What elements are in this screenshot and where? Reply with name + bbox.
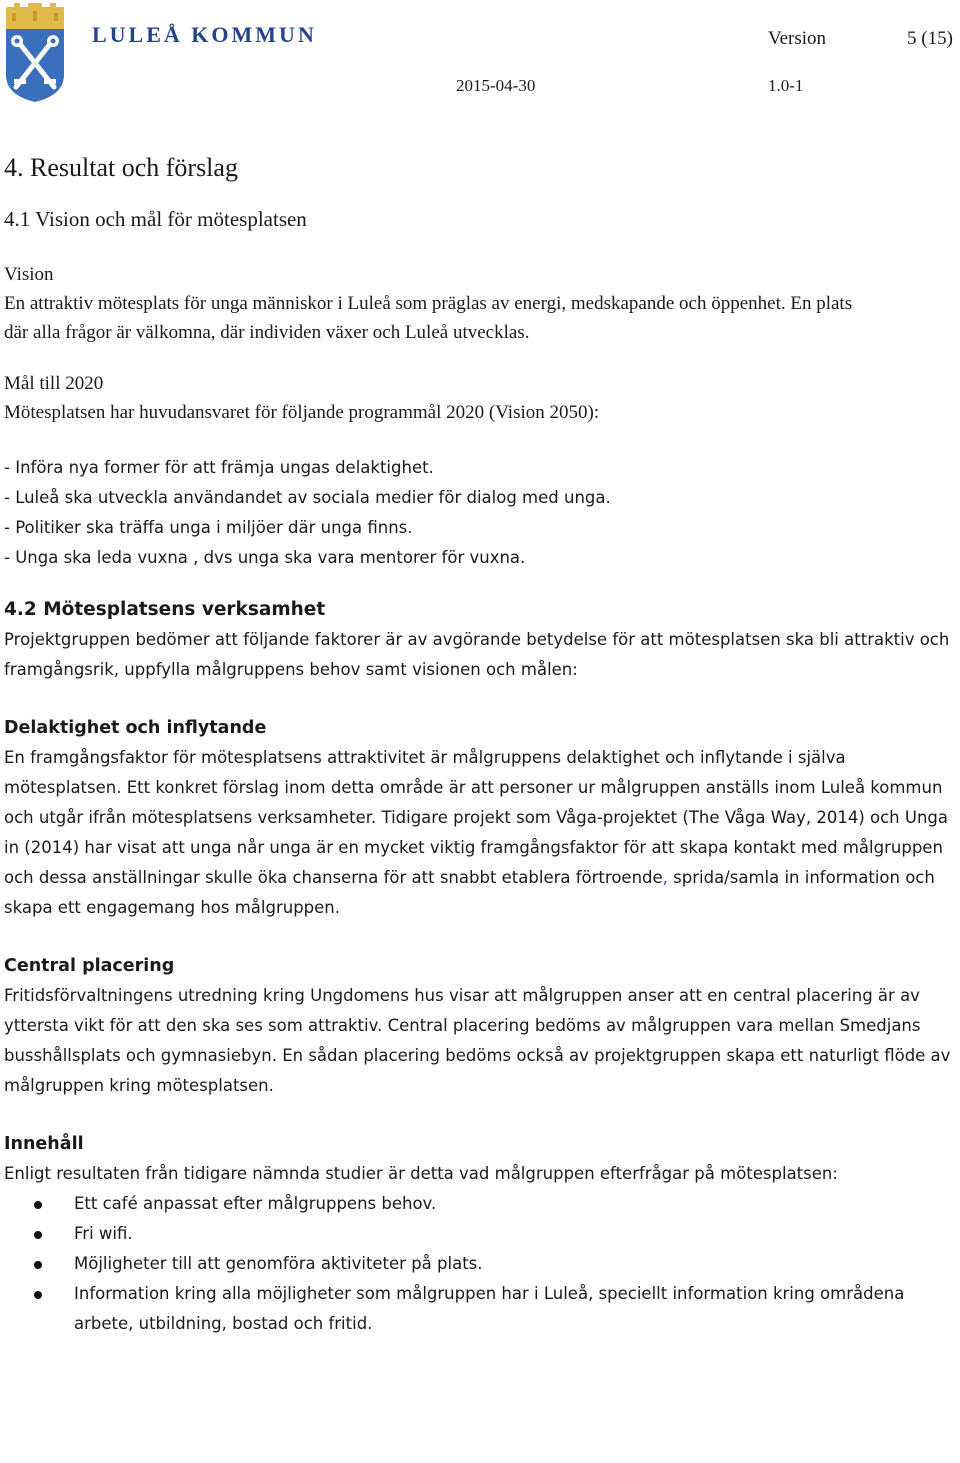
goal-item: - Införa nya former för att främja ungas delaktighet.: [4, 458, 434, 477]
goals-intro: Mötesplatsen har huvudansvaret för följande programmål 2020 (Vision 2050):: [4, 402, 600, 423]
participation-comma: ,: [662, 868, 668, 887]
vision-text: En attraktiv mötesplats för unga människor i Luleå som präglas av energi, medskapande och öppenhet. En plats där alla frågor är välkomna, där individen växer och Luleå utvecklas.: [4, 293, 853, 343]
list-item: [74, 1249, 958, 1279]
participation-heading: Delaktighet och inflytande: [4, 718, 267, 738]
list-item-text: Ett café anpassat efter målgruppens behov.: [74, 1194, 437, 1213]
subsection-heading-4-1: 4.1 Vision och mål för mötesplatsen: [4, 207, 307, 231]
goal-item: - Unga ska leda vuxna , dvs unga ska vara mentorer för vuxna.: [4, 548, 526, 567]
organization-name: LULEÅ KOMMUN: [92, 22, 317, 47]
goal-item: - Politiker ska träffa unga i miljöer där unga finns.: [4, 518, 413, 537]
participation-text-part: En framgångsfaktor för mötesplatsens attraktivitet är målgruppens delaktighet och inflytande i själva mötesplatsen. Ett konkret förslag inom detta område är att personer ur målgruppen anställs inom Luleå kommun och utgår ifrån mötesplatsens verksamheter. Tidigare projekt som Våga-projektet (The Våga Way, 2014) och Unga in (2014) har visat att unga når unga är en mycket viktig framgångsfaktor för att skapa kontakt med målgruppen och dessa anställningar skulle öka chanserna för att snabbt etablera förtroende: [4, 748, 948, 887]
bullet-icon: [34, 1231, 42, 1239]
list-item: [74, 1189, 958, 1219]
list-item: [74, 1279, 958, 1339]
participation-text: [4, 743, 958, 923]
document-date: 2015-04-30: [456, 76, 536, 95]
lulea-crest-icon: [4, 3, 66, 103]
activities-intro: Projektgruppen bedömer att följande faktorer är av avgörande betydelse för att mötesplatsen ska bli attraktiv och framgångsrik, uppfylla målgruppens behov samt visionen och målen:: [4, 630, 950, 679]
location-heading: Central placering: [4, 956, 175, 976]
version-label: Version: [768, 28, 827, 49]
bullet-icon: [34, 1261, 42, 1269]
version-number: 1.0-1: [768, 76, 804, 95]
goals-heading: Mål till 2020: [4, 373, 104, 394]
list-item: [74, 1219, 958, 1249]
page-number: 5 (15): [907, 28, 953, 49]
content-list: [4, 1189, 958, 1339]
content-heading: Innehåll: [4, 1134, 84, 1154]
list-item-text: Information kring alla möjligheter som målgruppen har i Luleå, speciellt information kring områdena arbete, utbildning, bostad och fritid.: [74, 1284, 905, 1333]
vision-heading: Vision: [4, 264, 54, 285]
section-heading: 4. Resultat och förslag: [4, 153, 238, 182]
bullet-icon: [34, 1291, 42, 1299]
bullet-icon: [34, 1201, 42, 1209]
content-intro: Enligt resultaten från tidigare nämnda studier är detta vad målgruppen efterfrågar på mötesplatsen:: [4, 1164, 838, 1183]
goals-list: [4, 453, 958, 573]
list-item-text: Fri wifi.: [74, 1224, 133, 1243]
document-body: [4, 150, 958, 1339]
participation-text-part: sprida/samla in information och skapa ett engagemang hos målgruppen.: [4, 868, 935, 917]
subsection-heading-4-2: 4.2 Mötesplatsens verksamhet: [4, 599, 326, 620]
goal-item: - Luleå ska utveckla användandet av sociala medier för dialog med unga.: [4, 488, 611, 507]
list-item-text: Möjligheter till att genomföra aktiviteter på plats.: [74, 1254, 483, 1273]
location-text: Fritidsförvaltningens utredning kring Ungdomens hus visar att målgruppen anser att en central placering är av yttersta vikt för att den ska ses som attraktiv. Central placering bedöms av målgruppen vara mellan Smedjans busshållsplats och gymnasiebyn. En sådan placering bedöms också av projektgruppen skapa ett naturligt flöde av målgruppen kring mötesplatsen.: [4, 986, 951, 1095]
